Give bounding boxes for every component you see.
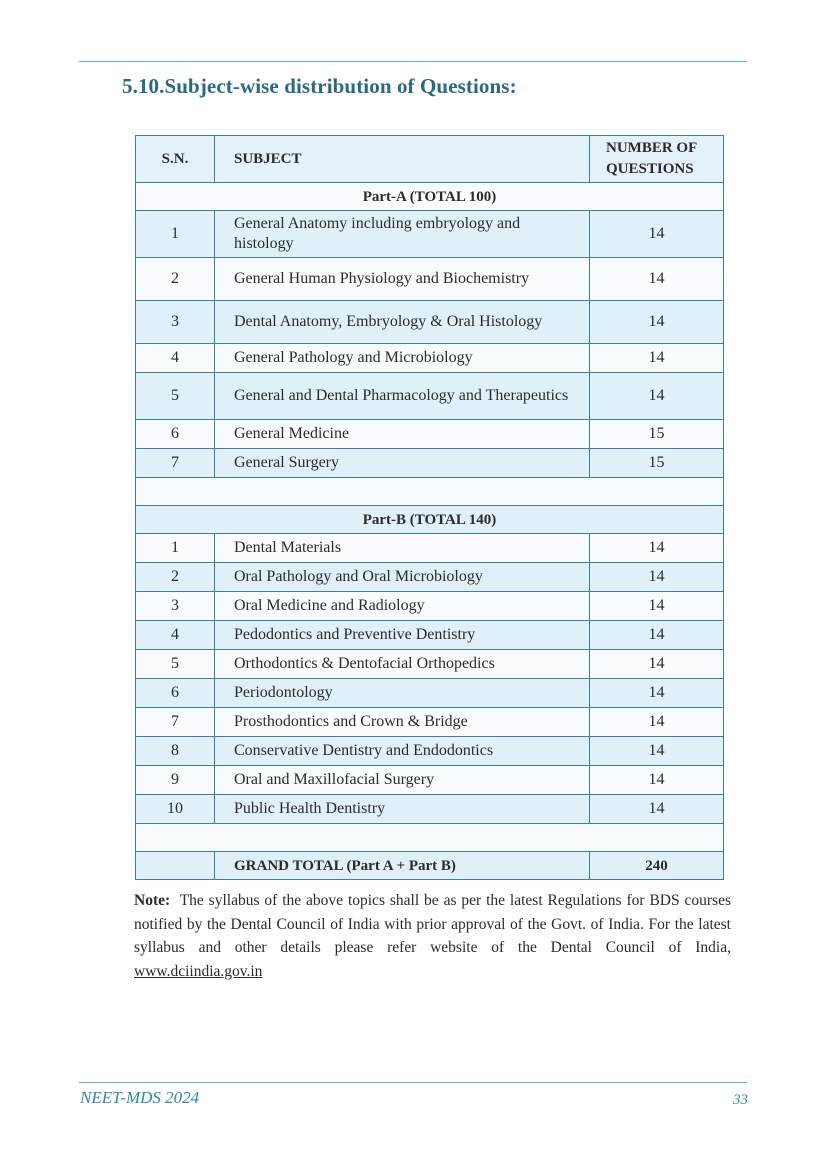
row-sn: 1 xyxy=(136,534,215,563)
row-subject: General Anatomy including embryology and histology xyxy=(215,211,590,258)
row-subject: Conservative Dentistry and Endodontics xyxy=(215,737,590,766)
row-question-count: 14 xyxy=(590,708,724,737)
row-subject: Periodontology xyxy=(215,679,590,708)
row-subject: General Pathology and Microbiology xyxy=(215,344,590,373)
grand-total-label: GRAND TOTAL (Part A + Part B) xyxy=(215,852,590,880)
table-row xyxy=(136,563,724,592)
header-number-of-questions: NUMBER OF QUESTIONS xyxy=(590,136,724,183)
row-sn: 6 xyxy=(136,420,215,449)
row-question-count: 14 xyxy=(590,795,724,824)
part-a-row xyxy=(136,183,724,211)
table-row xyxy=(136,534,724,563)
row-sn: 9 xyxy=(136,766,215,795)
row-sn: 3 xyxy=(136,592,215,621)
row-sn: 2 xyxy=(136,563,215,592)
row-sn: 5 xyxy=(136,373,215,420)
part-b-row xyxy=(136,506,724,534)
grand-total-sn xyxy=(136,852,215,880)
note-label: Note: xyxy=(134,892,171,909)
note-paragraph xyxy=(134,889,731,983)
bottom-rule xyxy=(79,1082,747,1083)
row-sn: 3 xyxy=(136,301,215,344)
row-question-count: 14 xyxy=(590,258,724,301)
row-question-count: 14 xyxy=(590,650,724,679)
spacer-cell xyxy=(136,824,724,852)
row-subject: General and Dental Pharmacology and Therapeutics xyxy=(215,373,590,420)
row-subject: Dental Materials xyxy=(215,534,590,563)
row-sn: 4 xyxy=(136,344,215,373)
row-question-count: 14 xyxy=(590,373,724,420)
row-sn: 7 xyxy=(136,449,215,478)
note-text: The syllabus of the above topics shall be as per the latest Regulations for BDS courses notified by the Dental Council of India with prior approval of the Govt. of India. For the latest syllabus and other details please refer website of the Dental Council of India, xyxy=(134,892,731,956)
row-question-count: 14 xyxy=(590,211,724,258)
table-row xyxy=(136,373,724,420)
row-subject: Oral Pathology and Oral Microbiology xyxy=(215,563,590,592)
row-question-count: 15 xyxy=(590,420,724,449)
row-subject: General Human Physiology and Biochemistry xyxy=(215,258,590,301)
row-sn: 6 xyxy=(136,679,215,708)
header-subject: SUBJECT xyxy=(215,136,590,183)
row-subject: General Surgery xyxy=(215,449,590,478)
header-sn: S.N. xyxy=(136,136,215,183)
footer-title: NEET-MDS 2024 xyxy=(80,1088,200,1107)
spacer-row xyxy=(136,478,724,506)
table-row xyxy=(136,344,724,373)
table-row xyxy=(136,258,724,301)
row-sn: 5 xyxy=(136,650,215,679)
grand-total-row xyxy=(136,852,724,880)
section-heading: 5.10.Subject-wise distribution of Questions: xyxy=(122,74,517,98)
table-row xyxy=(136,449,724,478)
row-sn: 2 xyxy=(136,258,215,301)
row-subject: Oral and Maxillofacial Surgery xyxy=(215,766,590,795)
row-sn: 4 xyxy=(136,621,215,650)
table-row xyxy=(136,592,724,621)
row-question-count: 14 xyxy=(590,679,724,708)
spacer-row xyxy=(136,824,724,852)
table-row xyxy=(136,301,724,344)
spacer-cell xyxy=(136,478,724,506)
top-rule xyxy=(79,61,747,62)
row-question-count: 14 xyxy=(590,534,724,563)
table-row xyxy=(136,420,724,449)
row-subject: Public Health Dentistry xyxy=(215,795,590,824)
part-a-rows xyxy=(136,211,724,478)
row-question-count: 14 xyxy=(590,344,724,373)
row-subject: Pedodontics and Preventive Dentistry xyxy=(215,621,590,650)
table-row xyxy=(136,737,724,766)
page-number: 33 xyxy=(733,1092,748,1108)
row-subject: Oral Medicine and Radiology xyxy=(215,592,590,621)
row-sn: 10 xyxy=(136,795,215,824)
row-question-count: 14 xyxy=(590,621,724,650)
row-subject: General Medicine xyxy=(215,420,590,449)
table-row xyxy=(136,708,724,737)
row-question-count: 14 xyxy=(590,766,724,795)
table-row xyxy=(136,211,724,258)
table-row xyxy=(136,766,724,795)
table-row xyxy=(136,679,724,708)
table-row xyxy=(136,621,724,650)
part-a-label: Part-A (TOTAL 100) xyxy=(136,183,724,211)
part-b-rows xyxy=(136,534,724,824)
row-sn: 7 xyxy=(136,708,215,737)
row-sn: 1 xyxy=(136,211,215,258)
table-row xyxy=(136,795,724,824)
row-subject: Orthodontics & Dentofacial Orthopedics xyxy=(215,650,590,679)
dci-website-link[interactable]: www.dciindia.gov.in xyxy=(134,962,263,980)
table-header-row xyxy=(136,136,724,183)
grand-total-count: 240 xyxy=(590,852,724,880)
row-question-count: 14 xyxy=(590,563,724,592)
row-question-count: 14 xyxy=(590,592,724,621)
row-subject: Dental Anatomy, Embryology & Oral Histology xyxy=(215,301,590,344)
table-row xyxy=(136,650,724,679)
part-b-label: Part-B (TOTAL 140) xyxy=(136,506,724,534)
row-question-count: 15 xyxy=(590,449,724,478)
row-question-count: 14 xyxy=(590,737,724,766)
row-sn: 8 xyxy=(136,737,215,766)
row-question-count: 14 xyxy=(590,301,724,344)
row-subject: Prosthodontics and Crown & Bridge xyxy=(215,708,590,737)
subject-distribution-table xyxy=(135,135,724,880)
